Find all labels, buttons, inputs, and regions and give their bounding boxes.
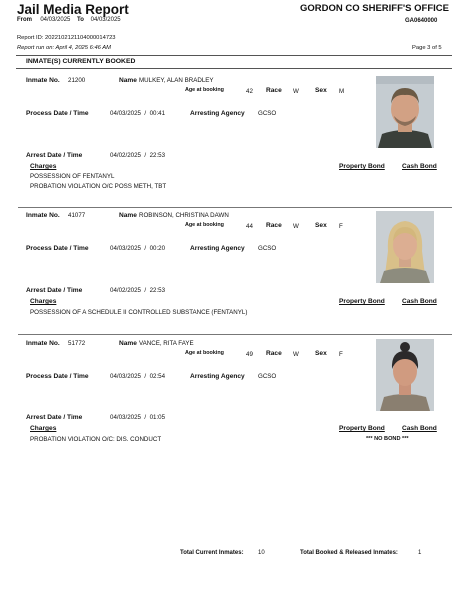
date-range (17, 17, 121, 23)
arresting-agency: GCSO (258, 110, 277, 117)
process-date-time: 04/03/2025 / 02:54 (110, 373, 166, 380)
inmate-number: 41077 (68, 212, 86, 219)
arrest-date-time: 04/02/2025 / 22:53 (110, 152, 166, 159)
inmate-sex: M (339, 88, 345, 95)
inmate-no-label: Inmate No. (26, 340, 60, 347)
charges-label: Charges (30, 298, 57, 305)
race-label: Race (266, 350, 282, 357)
process-date: 04/03/2025 (110, 373, 141, 380)
race-label: Race (266, 222, 282, 229)
age-label: Age at booking (185, 87, 224, 93)
cash-bond-label: Cash Bond (402, 298, 437, 305)
inmate-number: 21200 (68, 77, 86, 84)
age-label: Age at booking (185, 350, 224, 356)
arrest-time: 22:53 (149, 152, 166, 159)
agency-label: Arresting Agency (190, 110, 245, 117)
section-title: INMATE(S) CURRENTLY BOOKED (26, 58, 136, 65)
report-run-on: Report run on: April 4, 2025 6:46 AM (17, 45, 111, 51)
arrest-date: 04/03/2025 (110, 414, 141, 421)
inmate-no-label: Inmate No. (26, 212, 60, 219)
total-booked-label: Total Booked & Released Inmates: (300, 550, 398, 556)
arresting-agency: GCSO (258, 373, 277, 380)
cash-bond-label: Cash Bond (402, 425, 437, 432)
to-label: To (77, 17, 84, 23)
charge-item: PROBATION VIOLATION O/C: DIS. CONDUCT (30, 436, 162, 443)
property-bond-label: Property Bond (339, 425, 385, 432)
charge-item: PROBATION VIOLATION O/C POSS METH, TBT (30, 183, 167, 190)
process-label: Process Date / Time (26, 245, 89, 252)
property-bond-label: Property Bond (339, 298, 385, 305)
sheriff-office-name: GORDON CO SHERIFF'S OFFICE (300, 3, 449, 14)
sex-label: Sex (315, 87, 327, 94)
arrest-label: Arrest Date / Time (26, 287, 83, 294)
process-date: 04/03/2025 (110, 110, 141, 117)
process-date-time: 04/03/2025 / 00:41 (110, 110, 166, 117)
inmate-number: 51772 (68, 340, 86, 347)
process-time: 00:41 (149, 110, 166, 117)
arrest-date: 04/02/2025 (110, 287, 141, 294)
arrest-time: 22:53 (149, 287, 166, 294)
total-current-label: Total Current Inmates: (180, 550, 244, 556)
property-bond-label: Property Bond (339, 163, 385, 170)
process-label: Process Date / Time (26, 110, 89, 117)
inmate-name: MULKEY, ALAN BRADLEY (139, 77, 214, 84)
inmate-sex: F (339, 223, 343, 230)
inmate-name: ROBINSON, CHRISTINA DAWN (139, 212, 229, 219)
charges-label: Charges (30, 163, 57, 170)
charge-item: POSSESSION OF A SCHEDULE II CONTROLLED SUBSTANCE (FENTANYL) (30, 309, 248, 316)
total-booked-value: 1 (418, 550, 422, 556)
agency-label: Arresting Agency (190, 373, 245, 380)
report-title: Jail Media Report (17, 2, 129, 17)
process-label: Process Date / Time (26, 373, 89, 380)
arrest-label: Arrest Date / Time (26, 414, 83, 421)
sex-label: Sex (315, 222, 327, 229)
sex-label: Sex (315, 350, 327, 357)
inmate-no-label: Inmate No. (26, 77, 60, 84)
cash-bond-label: Cash Bond (402, 163, 437, 170)
inmate-age: 44 (246, 223, 253, 230)
name-label: Name (119, 77, 137, 84)
arrest-label: Arrest Date / Time (26, 152, 83, 159)
inmate-race: W (293, 223, 299, 230)
total-current-value: 10 (258, 550, 265, 556)
row-divider (18, 334, 452, 335)
agency-code: GA0640000 (405, 18, 438, 24)
inmate-photo (376, 339, 434, 411)
arrest-date: 04/02/2025 (110, 152, 141, 159)
inmate-name: VANCE, RITA FAYE (139, 340, 194, 347)
name-label: Name (119, 340, 137, 347)
charges-label: Charges (30, 425, 57, 432)
inmate-age: 42 (246, 88, 253, 95)
arrest-date-time: 04/02/2025 / 22:53 (110, 287, 166, 294)
agency-label: Arresting Agency (190, 245, 245, 252)
inmate-sex: F (339, 351, 343, 358)
from-label: From (17, 17, 32, 23)
process-time: 00:20 (149, 245, 166, 252)
inmate-photo (376, 211, 434, 283)
charge-item: POSSESSION OF FENTANYL (30, 173, 115, 180)
process-date: 04/03/2025 (110, 245, 141, 252)
arresting-agency: GCSO (258, 245, 277, 252)
race-label: Race (266, 87, 282, 94)
arrest-time: 01:05 (149, 414, 166, 421)
row-divider (18, 207, 452, 208)
inmate-race: W (293, 88, 299, 95)
inmate-race: W (293, 351, 299, 358)
process-time: 02:54 (149, 373, 166, 380)
report-id: Report ID: 2022102121104000014723 (17, 35, 116, 41)
cash-bond-value: *** NO BOND *** (366, 436, 409, 442)
name-label: Name (119, 212, 137, 219)
page-number: Page 3 of 5 (412, 45, 442, 51)
age-label: Age at booking (185, 222, 224, 228)
from-date: 04/03/2025 (40, 17, 71, 23)
inmate-photo (376, 76, 434, 148)
to-date: 04/03/2025 (90, 17, 121, 23)
inmate-age: 49 (246, 351, 253, 358)
arrest-date-time: 04/03/2025 / 01:05 (110, 414, 166, 421)
process-date-time: 04/03/2025 / 00:20 (110, 245, 166, 252)
